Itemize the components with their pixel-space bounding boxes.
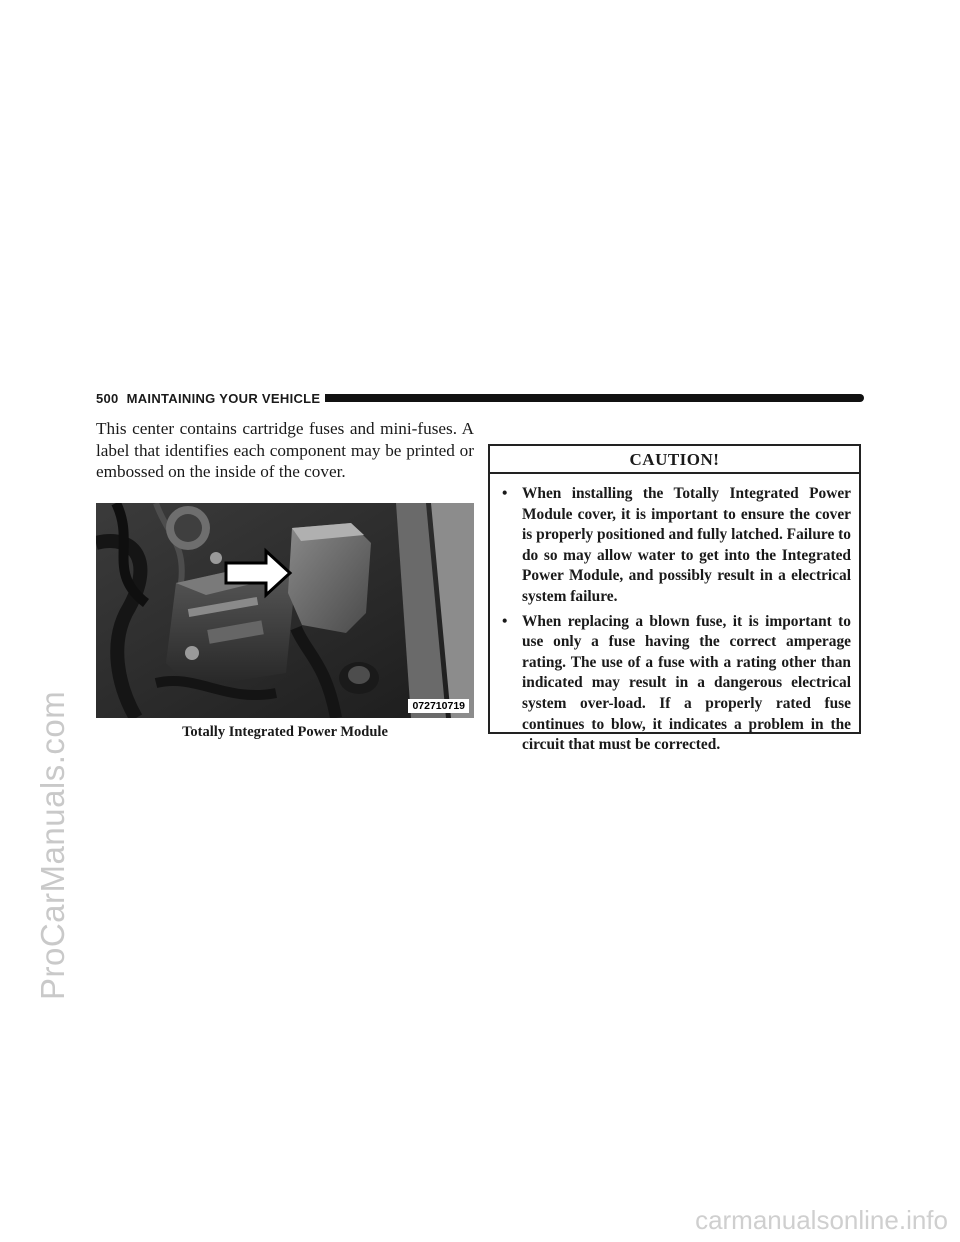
caution-item-text: When replacing a blown fuse, it is important to use only a fuse having the correct amperage rating. The use of a fuse with a rating other than indicated may result in a dangerous electrical system over-load. If a properly rated fuse continues to blow, it indicates a problem in the circuit that must be corrected. xyxy=(522,612,851,754)
engine-bay-photo xyxy=(96,503,474,718)
engine-bay-illustration xyxy=(96,503,474,718)
header-rule xyxy=(325,394,864,402)
bullet-icon: • xyxy=(502,485,508,502)
side-watermark: ProCarManuals.com xyxy=(34,690,71,1000)
section-title: MAINTAINING YOUR VEHICLE xyxy=(126,390,321,406)
caution-item xyxy=(502,612,851,756)
caution-item xyxy=(502,484,851,608)
bottom-watermark: carmanualsonline.info xyxy=(695,1205,948,1235)
caution-box xyxy=(488,444,861,754)
figure-caption: Totally Integrated Power Module xyxy=(182,724,388,740)
running-header xyxy=(96,389,864,407)
page-number: 500 xyxy=(96,390,119,406)
body-paragraph: This center contains cartridge fuses and mini-fuses. A label that identifies each component may be printed or embossed on the inside of the cover. xyxy=(96,419,474,482)
figure-code: 072710719 xyxy=(408,699,469,713)
caution-item-text: When installing the Totally Integrated Power Module cover, it is important to ensure the cover is properly positioned and fully latched. Failure to do so may allow water to get into the Integrated Power Module, and possibly result in a electrical system failure. xyxy=(522,485,851,605)
caution-list xyxy=(490,474,859,756)
bullet-icon: • xyxy=(502,612,508,630)
caution-title: CAUTION! xyxy=(490,446,859,474)
